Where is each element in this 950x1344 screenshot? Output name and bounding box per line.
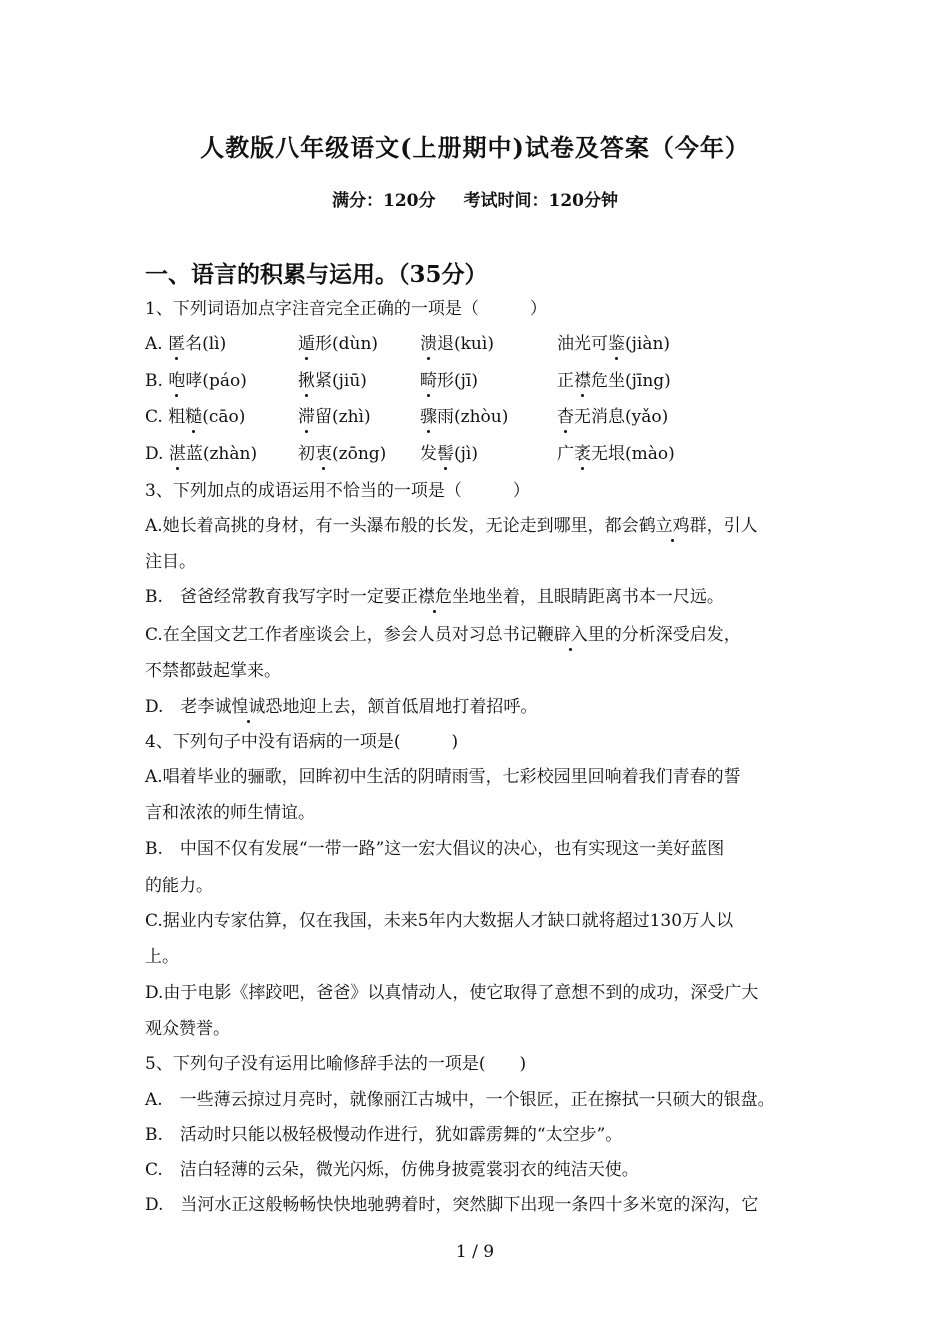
question-1-stem: 1、下列词语加点字注音完全正确的一项是（ ）	[145, 299, 547, 319]
q5-option-c: C. 洁白轻薄的云朵，微光闪烁，仿佛身披霓裳羽衣的纯洁天使。	[145, 1160, 639, 1180]
q4-option-c-line2: 上。	[145, 947, 179, 967]
q3-option-a-line1: A.她长着高挑的身材，有一头瀑布般的长发，无论走到哪里，都会鹤立鸡群，引人	[145, 516, 758, 536]
dotted-char: 滞	[298, 407, 315, 427]
option-label: C.	[145, 407, 163, 427]
option-label: D.	[145, 444, 164, 464]
page-number: 1 / 9	[455, 1242, 495, 1262]
q5-option-d: D. 当河水正这般畅畅快快地驰骋着时，突然脚下出现一条四十多米宽的深沟，它	[145, 1195, 759, 1215]
exam-time: 考试时间：120分钟	[463, 191, 618, 211]
dotted-char: 畸	[420, 371, 437, 391]
q3-option-b: B. 爸爸经常教育我写字时一定要正襟危坐地坐着，且眼睛距离书本一尺远。	[145, 587, 724, 607]
q4-option-d-line1: D.由于电影《摔跤吧，爸爸》以真情动人，使它取得了意想不到的成功，深受广大	[145, 983, 759, 1003]
q4-option-b-line2: 的能力。	[145, 876, 213, 896]
option-label: A.	[145, 334, 163, 354]
exam-page: 人教版八年级语文(上册期中)试卷及答案（今年） 满分：120分 考试时间：120分钟 一、语言的积累与运用。（35分） 1、下列词语加点字注音完全正确的一项是（ ） A. 匿名(lì) 遁形(dùn) 溃退(kuì) 油光可鉴(jiàn) B. 咆哮(páo) 揪紧(jiū) 畸形(jī) 正襟危坐(jīng) C. 粗糙(cāo) 滞留(zhì) 骤雨(zhòu) 杳无消息(yǎo) D. 湛蓝(zhàn) 初衷(zōng) 发髻(jì) 广袤无垠(mào) 3、下列加点的成语运用不恰当的一项是（ ） A.她长着高挑的身材，有一头瀑布般的长发，无论走到哪里，都会鹤立鸡群，引人 注目。 B. 爸爸经常教育我写字时一定要正襟危坐地坐着，且眼睛距离书本一尺远。 C.在全国文艺工作者座谈会上，参会人员对习总书记鞭辟入里的分析深受启发， 不禁都鼓起掌来。 D. 老李诚惶诚恐地迎上去，颔首低眉地打着招呼。 4、下列句子中没有语病的一项是( ) A.唱着毕业的骊歌，回眸初中生活的阴晴雨雪，七彩校园里回响着我们青春的誓 言和浓浓的师生情谊。 B. 中国不仅有发展“一带一路”这一宏大倡议的决心，也有实现这一美好蓝图 的能力。 C.据业内专家估算，仅在我国，未来5年内大数据人才缺口就将超过130万人以 上。 D.由于电影《摔跤吧，爸爸》以真情动人，使它取得了意想不到的成功，深受广大 观众赞誉。 5、下列句子没有运用比喻修辞手法的一项是( ) A. 一些薄云掠过月亮时，就像丽江古城中，一个银匠，正在擦拭一只硕大的银盘。 B. 活动时只能以极轻极慢动作进行，犹如霹雳舞的“太空步”。 C. 洁白轻薄的云朵，微光闪烁，仿佛身披霓裳羽衣的纯洁天使。 D. 当河水正这般畅畅快快地驰骋着时，突然脚下出现一条四十多米宽的深沟，它 1 / 9	[0, 0, 950, 1344]
dotted-char: 衷	[315, 444, 332, 464]
dotted-idiom: 鞭辟入里	[536, 625, 605, 645]
dotted-char: 咆	[168, 371, 186, 391]
section-heading: 一、语言的积累与运用。（35分）	[145, 261, 488, 288]
q4-option-b-line1: B. 中国不仅有发展“一带一路”这一宏大倡议的决心，也有实现这一美好蓝图	[145, 839, 725, 859]
option-label: B.	[145, 371, 163, 391]
dotted-char: 匿	[168, 334, 186, 354]
dotted-idiom: 正襟危坐	[400, 587, 469, 607]
dotted-char: 溃	[420, 334, 437, 354]
dotted-char: 湛	[168, 444, 186, 464]
q4-option-c-line1: C.据业内专家估算，仅在我国，未来5年内大数据人才缺口就将超过130万人以	[145, 911, 734, 931]
q3-option-c-line1: C.在全国文艺工作者座谈会上，参会人员对习总书记鞭辟入里的分析深受启发，	[145, 625, 741, 645]
exam-meta	[0, 186, 950, 211]
q3-option-d: D. 老李诚惶诚恐地迎上去，颔首低眉地打着招呼。	[145, 697, 538, 717]
q3-option-a-line2: 注目。	[145, 552, 196, 572]
dotted-char: 襟	[574, 371, 591, 391]
q5-option-b: B. 活动时只能以极轻极慢动作进行，犹如霹雳舞的“太空步”。	[145, 1125, 623, 1145]
dotted-char: 糙	[185, 407, 203, 427]
q4-option-a-line2: 言和浓浓的师生情谊。	[145, 803, 315, 823]
full-score: 满分：120分	[332, 191, 436, 211]
dotted-char: 遁	[298, 334, 315, 354]
q5-option-a: A. 一些薄云掠过月亮时，就像丽江古城中，一个银匠，正在擦拭一只硕大的银盘。	[145, 1090, 775, 1110]
dotted-char: 揪	[298, 371, 315, 391]
question-4-stem: 4、下列句子中没有语病的一项是( )	[145, 732, 459, 752]
question-3-stem: 3、下列加点的成语运用不恰当的一项是（ ）	[145, 481, 530, 501]
exam-title: 人教版八年级语文(上册期中)试卷及答案（今年）	[200, 133, 750, 162]
dotted-char: 杳	[557, 407, 574, 427]
dotted-char: 鉴	[608, 334, 625, 354]
question-5-stem: 5、下列句子没有运用比喻修辞手法的一项是( )	[145, 1054, 527, 1074]
q4-option-d-line2: 观众赞誉。	[145, 1019, 230, 1039]
dotted-char: 髻	[437, 444, 454, 464]
dotted-idiom: 诚惶诚恐	[214, 697, 283, 717]
dotted-char: 骤	[420, 407, 437, 427]
q4-option-a-line1: A.唱着毕业的骊歌，回眸初中生活的阴晴雨雪，七彩校园里回响着我们青春的誓	[145, 767, 741, 787]
q3-option-c-line2: 不禁都鼓起掌来。	[145, 661, 281, 681]
dotted-idiom: 鹤立鸡群	[638, 516, 707, 536]
dotted-char: 袤	[574, 444, 591, 464]
